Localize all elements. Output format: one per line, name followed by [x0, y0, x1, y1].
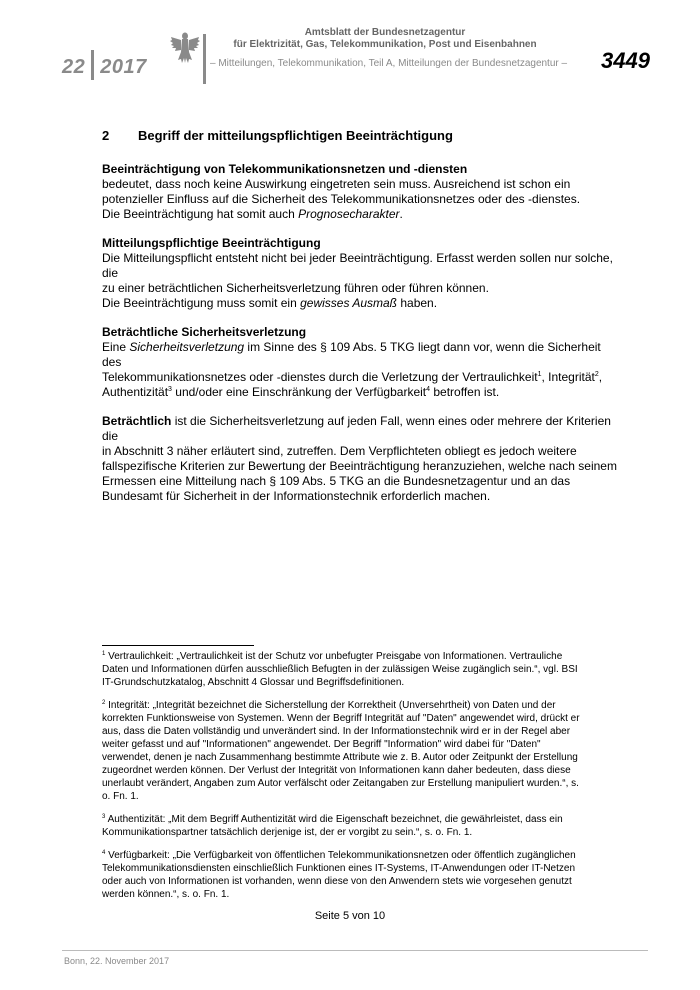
footnote-text: o. Fn. 1. [102, 791, 139, 802]
text-run: . [399, 207, 403, 221]
federal-eagle-icon [170, 30, 200, 64]
emphasis: Prognosecharakter [298, 207, 400, 221]
main-content [102, 128, 622, 518]
footnote-number: 1 [102, 651, 106, 657]
footnote-4 [102, 849, 622, 901]
paragraph-line [102, 414, 622, 444]
footnote-line [102, 849, 622, 862]
footnote-text: Vertraulichkeit: „Vertraulichkeit ist der Schutz vor unbefugter Preisgabe von Informationen. Vertrauliche [108, 651, 563, 662]
block-security-breach [102, 325, 622, 400]
footnote-separator [102, 645, 254, 646]
footnote-text: verwendet, denen je nach Zusammenhang bestimmte Attribute wie z. B. Autor oder Zeitpunkt der Erstellung [102, 752, 578, 763]
footnote-line [102, 862, 622, 875]
issue-year: 2017 [100, 56, 147, 78]
block-reportable-impairment [102, 236, 622, 311]
paragraph-line: potenzieller Einfluss auf die Sicherheit des Telekommunikationsnetzes oder des -dienstes. [102, 192, 581, 206]
footnote-ref[interactable]: 4 [426, 386, 431, 393]
footnote-text: korrekten Funktionsweise von Systemen. Wenn der Begriff Integrität auf "Daten" angewendet wird, drückt er [102, 713, 580, 724]
paragraph-line [102, 296, 622, 311]
gazette-title-line2: für Elektrizität, Gas, Telekommunikation, Post und Eisenbahnen [233, 39, 537, 50]
gazette-title [208, 27, 562, 51]
footnote-text: Integrität: „Integrität bezeichnet die Sicherstellung der Korrektheit (Unversehrtheit) von Daten und der [108, 700, 556, 711]
text-run: Eine [102, 340, 130, 354]
footnote-text: Authentizität: „Mit dem Begriff Authentizität wird die Eigenschaft bezeichnet, die gewährleistet, dass ein [107, 814, 563, 825]
paragraph-line: bedeutet, dass noch keine Auswirkung eingetreten sein muss. Ausreichend ist schon ein [102, 177, 571, 191]
footnote-line [102, 875, 622, 888]
paragraph-line [102, 385, 622, 400]
section-number: 2 [102, 128, 110, 143]
text-run: und/oder eine Einschränkung der Verfügbarkeit [171, 385, 427, 399]
footnote-text: zugeordnet werden können. Der Verlust der Integrität von Informationen kann daher bedeuten, dass diese [102, 765, 571, 776]
paragraph-line [102, 207, 622, 222]
paragraph-line [102, 340, 622, 370]
text-run: Die Beeinträchtigung muss somit ein [102, 296, 301, 310]
footnote-text: unerlaubt verändert, Angaben zum Autor verfälscht oder Zeitangaben zur Erstellung manipuliert wurden.“, s. [102, 778, 579, 789]
footnote-line [102, 725, 622, 738]
text-run: Authentizität [102, 385, 169, 399]
footnote-line [102, 663, 622, 676]
page-number: 3449 [601, 48, 650, 73]
paragraph-line: zu einer beträchtlichen Sicherheitsverletzung führen oder führen können. [102, 281, 489, 295]
text-run: betroffen ist. [430, 385, 500, 399]
footnote-text: IT-Grundschutzkatalog, Abschnitt 4 Glossar und Begriffsdefinitionen. [102, 677, 405, 688]
section-title [102, 128, 622, 143]
text-run: ist die Sicherheitsverletzung auf jeden Fall, wenn eines oder mehrere der Kriterien die [102, 414, 611, 443]
text-run: Telekommunikationsnetzes oder -dienstes durch die Verletzung der Vertraulichkeit [102, 370, 538, 384]
text-run: haben. [397, 296, 438, 310]
paragraph-line: Die Mitteilungspflicht entsteht nicht bei jeder Beeinträchtigung. Erfasst werden sollen nur solche, die [102, 251, 613, 280]
text-run: , Integrität [541, 370, 595, 384]
footnote-line [102, 738, 622, 751]
issue-number [62, 50, 147, 80]
section-title-text: Begriff der mitteilungspflichtigen Beeinträchtigung [138, 128, 453, 143]
footnote-line [102, 826, 622, 839]
paragraph-line [102, 370, 622, 385]
footnote-text: Telekommunikationsdiensten einschließlich Funktionen eines IT-Systems, IT-Anwendungen oder IT-Netzen [102, 863, 576, 874]
block-heading: Beträchtliche Sicherheitsverletzung [102, 325, 307, 339]
footnote-text: Verfügbarkeit: „Die Verfügbarkeit von öffentlichen Telekommunikationsnetzen oder öffentlich zugänglichen [108, 850, 576, 861]
footnote-line [102, 888, 622, 901]
footnote-number: 3 [102, 814, 106, 820]
text-run: , [598, 370, 603, 384]
issue-number-value: 22 [62, 56, 86, 78]
paragraph-line: in Abschnitt 3 näher erläutert sind, zutreffen. Dem Verpflichteten obliegt es jedoch weitere [102, 444, 577, 458]
block-heading: Beeinträchtigung von Telekommunikationsnetzen und -diensten [102, 162, 468, 176]
paragraph-line: Bundesamt für Sicherheit in der Informationstechnik erforderlich machen. [102, 489, 491, 503]
gazette-title-line1: Amtsblatt der Bundesnetzagentur [304, 27, 466, 38]
footnote-line [102, 712, 622, 725]
emphasis: Sicherheitsverletzung [129, 340, 245, 354]
footnote-ref[interactable]: 3 [168, 386, 172, 393]
bold-term: Beträchtlich [102, 414, 172, 428]
footnote-1 [102, 650, 622, 689]
footnote-3 [102, 813, 622, 839]
block-heading: Mitteilungspflichtige Beeinträchtigung [102, 236, 321, 250]
footnotes [102, 650, 622, 911]
block-considerable [102, 414, 622, 504]
page-count: Seite 5 von 10 [314, 910, 386, 922]
footnote-line [102, 699, 622, 712]
footnote-text: oder auch von Informationen ist vorhanden, wenn diese von den Anwendern stets wie vorgesehen genutzt [102, 876, 572, 887]
emphasis: gewisses Ausmaß [300, 296, 398, 310]
footnote-line [102, 813, 622, 826]
text-run: im Sinne des § 109 Abs. 5 TKG liegt dann vor, wenn die Sicherheit des [102, 340, 601, 369]
footnote-text: Kommunikationspartner tatsächlich derjenige ist, der er vorgibt zu sein.“, s. o. Fn. 1. [102, 827, 473, 838]
footnote-line [102, 790, 622, 803]
footnote-2 [102, 699, 622, 803]
header-divider [203, 34, 206, 84]
footnote-ref[interactable]: 1 [537, 371, 542, 378]
text-run: Die Beeinträchtigung hat somit auch [102, 207, 299, 221]
footnote-text: weiter gefasst und auf "Informationen" angewendet. Der Begriff "Information" wird dabei für "Daten" [102, 739, 541, 750]
footnote-text: aus, dass die Daten vollständig und unverändert sind. In der Informationstechnik wird er in der Regel aber [102, 726, 571, 737]
paragraph-line: fallspezifische Kriterien zur Bewertung der Beeinträchtigung heranzuziehen, welche nach seinem [102, 459, 617, 473]
block-impairment [102, 162, 622, 222]
footnote-number: 2 [102, 700, 106, 706]
footer-place-date: Bonn, 22. November 2017 [64, 956, 170, 966]
footnote-line [102, 764, 622, 777]
footnote-ref[interactable]: 2 [594, 371, 599, 378]
footnote-text: werden können.“, s. o. Fn. 1. [102, 889, 230, 900]
gazette-subtitle: – Mitteilungen, Telekommunikation, Teil A, Mitteilungen der Bundesnetzagentur – [210, 58, 568, 69]
footnote-number: 4 [102, 850, 106, 856]
footnote-line [102, 650, 622, 663]
paragraph-line: Ermessen eine Mitteilung nach § 109 Abs. 5 TKG an die Bundesnetzagentur und an das [102, 474, 571, 488]
footnote-line [102, 777, 622, 790]
footnote-line [102, 751, 622, 764]
issue-divider [91, 50, 94, 80]
footnote-line [102, 676, 622, 689]
footer-rule [62, 950, 648, 951]
footnote-text: Daten und Informationen dürfen ausschließlich Befugten in der zulässigen Weise zugänglich sein.“, vgl. BSI [102, 664, 578, 675]
